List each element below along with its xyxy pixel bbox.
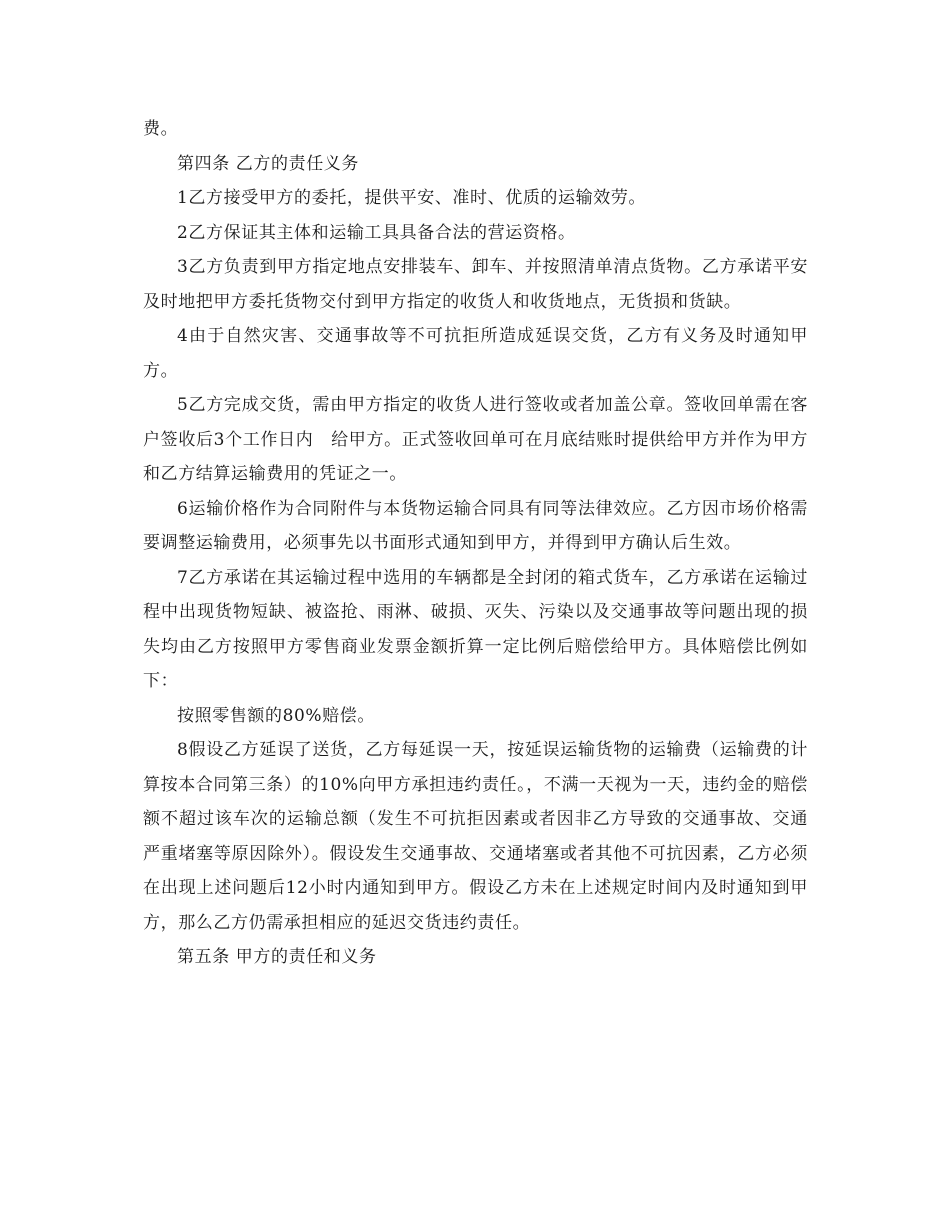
paragraph-clause-6: 6运输价格作为合同附件与本货物运输合同具有同等法律效应。乙方因市场价格需要调整运输费用，必须事先以书面形式通知到甲方，并得到甲方确认后生效。 [143, 498, 808, 553]
paragraph-clause-5: 5乙方完成交货，需由甲方指定的收货人进行签收或者加盖公章。签收回单需在客户签收后3个工作日内 给甲方。正式签收回单可在月底结账时提供给甲方并作为甲方和乙方结算运输费用的凭证之一。 [143, 395, 808, 484]
paragraph-clause-4: 4由于自然灾害、交通事故等不可抗拒所造成延误交货，乙方有义务及时通知甲方。 [143, 326, 808, 381]
document-body [143, 112, 808, 975]
paragraph-clause-3: 3乙方负责到甲方指定地点安排装车、卸车、并按照清单清点货物。乙方承诺平安及时地把甲方委托货物交付到甲方指定的收货人和收货地点，无货损和货缺。 [143, 257, 808, 312]
article-heading-4: 第四条 乙方的责任义务 [177, 153, 360, 174]
paragraph-clause-1: 1乙方接受甲方的委托，提供平安、准时、优质的运输效劳。 [177, 188, 647, 208]
paragraph-clause-7: 7乙方承诺在其运输过程中选用的车辆都是全封闭的箱式货车，乙方承诺在运输过程中出现货物短缺、被盗抢、雨淋、破损、灭失、污染以及交通事故等问题出现的损失均由乙方按照甲方零售商业发票金额折算一定比例后赔偿给甲方。具体赔偿比例如下： [143, 567, 808, 691]
paragraph-clause-2: 2乙方保证其主体和运输工具具备合法的营运资格。 [177, 222, 576, 243]
paragraph-compensation-ratio: 按照零售额的80%赔偿。 [177, 705, 375, 726]
paragraph-clause-8: 8假设乙方延误了送货，乙方每延误一天，按延误运输货物的运输费（运输费的计算按本合同第三条）的10%向甲方承担违约责任。，不满一天视为一天，违约金的赔偿额不超过该车次的运输总额（发生不可抗拒因素或者因非乙方导致的交通事故、交通严重堵塞等原因除外）。假设发生交通事故、交通堵塞或者其他不可抗因素，乙方必须在出现上述问题后12小时内通知到甲方。假设乙方未在上述规定时间内及时通知到甲方，那么乙方仍需承担相应的延迟交货违约责任。 [143, 740, 808, 933]
article-heading-5: 第五条 甲方的责任和义务 [177, 947, 377, 967]
paragraph-continuation: 费。 [143, 119, 179, 139]
